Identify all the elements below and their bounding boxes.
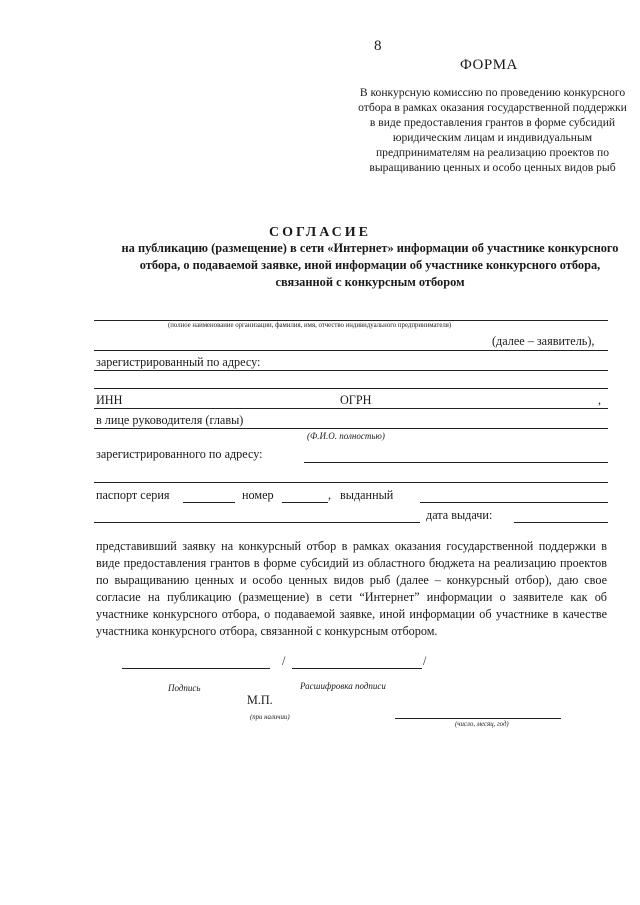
addressee-block: В конкурсную комиссию по проведению конкурсного отбора в рамках оказания государственной поддержки в виде предоставления грантов в форме субсидий юридическим лицам и индивидуальным предпринимателям на реализацию проектов по выращиванию ценных и особо ценных видов рыб <box>358 86 627 174</box>
document-subtitle: на публикацию (размещение) в сети «Интернет» информации об участнике конкурсного отбора, о подаваемой заявке, иной информации об участнике конкурсного отбора, связанной с конкурсным отбором <box>121 241 619 289</box>
passport-series-label: паспорт серия <box>96 488 170 502</box>
signature-line[interactable] <box>122 668 270 669</box>
registered-address-2-label: зарегистрированного по адресу: <box>96 447 263 461</box>
inn-ogrn-comma: , <box>598 393 602 407</box>
issue-date-label: дата выдачи: <box>426 508 493 522</box>
applicant-line[interactable] <box>94 350 608 351</box>
decipher-line[interactable] <box>292 668 422 669</box>
registered-address-label: зарегистрированный по адресу: <box>96 355 261 369</box>
decipher-label: Расшифровка подписи <box>300 681 386 691</box>
inn-label: ИНН <box>96 393 123 407</box>
registered-address-line[interactable] <box>94 370 608 371</box>
decipher-slash-close: / <box>423 654 427 668</box>
consent-paragraph: представивший заявку на конкурсный отбор в рамках оказания государственной поддержки в виде предоставления грантов в форме субсидий из областного бюджета на реализацию проектов по выращиванию ценных и особо ценных видов рыб (далее – конкурсный отбор), даю свое согласие на публикацию (размещение) в сети “Интернет” информации о заявителе как об участнике конкурсного отбора, о подаваемой заявке, иной информации об участнике в качестве участника конкурсного отбора, связанной с конкурсным отбором. <box>96 539 607 638</box>
inn-ogrn-line[interactable] <box>94 408 608 409</box>
passport-number-line[interactable] <box>282 502 328 503</box>
date-line[interactable] <box>395 718 561 719</box>
page-number: 8 <box>374 38 382 54</box>
fio-hint: (Ф.И.О. полностью) <box>307 431 385 441</box>
stamp-hint: (при наличии) <box>250 714 290 721</box>
document-title: СОГЛАСИЕ <box>269 225 371 240</box>
issued-by-label: выданный <box>340 488 394 502</box>
head-person-label: в лице руководителя (главы) <box>96 413 244 427</box>
org-name-line[interactable] <box>94 320 608 321</box>
applicant-suffix: (далее – заявитель), <box>492 334 595 348</box>
registered-address-2-line-b[interactable] <box>94 482 608 483</box>
passport-number-label: номер <box>242 488 274 502</box>
ogrn-label: ОГРН <box>340 393 372 407</box>
decipher-slash-open: / <box>282 654 286 668</box>
passport-comma: , <box>328 488 332 502</box>
issued-by-line[interactable] <box>420 502 608 503</box>
form-label: ФОРМА <box>460 57 518 73</box>
passport-series-line[interactable] <box>183 502 235 503</box>
issued-by-line-2[interactable] <box>94 522 420 523</box>
date-hint: (число, месяц, год) <box>455 721 509 728</box>
head-person-line[interactable] <box>94 428 608 429</box>
issue-date-line[interactable] <box>514 522 608 523</box>
signature-label: Подпись <box>168 683 201 693</box>
org-name-hint: (полное наименование организации, фамилия, имя, отчество индивидуального предпринимателя) <box>168 322 452 329</box>
registered-address-line-2[interactable] <box>94 388 608 389</box>
stamp-label: М.П. <box>247 693 273 707</box>
registered-address-2-line[interactable] <box>304 462 608 463</box>
